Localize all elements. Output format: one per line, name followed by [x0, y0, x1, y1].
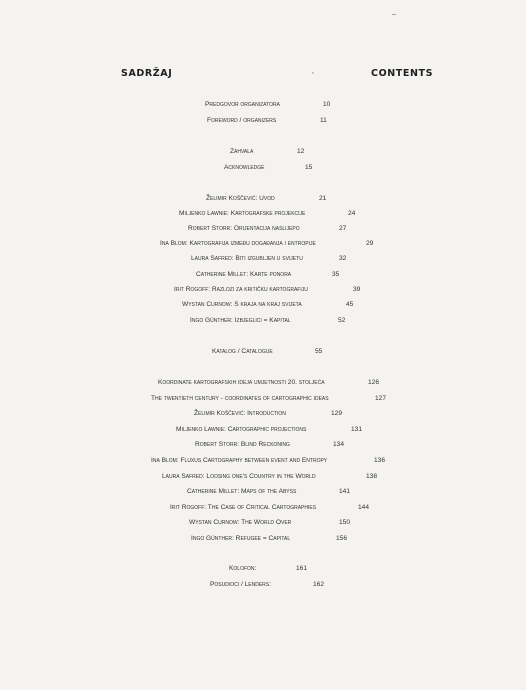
toc-entry-page: 52 — [338, 317, 346, 324]
toc-entry-title: Acknowledge — [224, 164, 265, 171]
toc-entry-page: 127 — [375, 395, 387, 402]
toc-entry-title: Wystan Curnow: S kraja na kraj svijeta — [182, 301, 302, 308]
toc-entry-title: Posudioci / Lenders: — [210, 581, 271, 588]
toc-entry-title: Ingo Günther: Izbjeglici = Kapital — [190, 317, 291, 324]
toc-entry-title: Koordinate kartografskih ideja umjetnosti 20. stoljeća — [158, 379, 325, 386]
toc-entry-title: Catherine Millet: Karte ponora — [196, 271, 292, 278]
toc-entry-title: Želimir Koščević: Uvod — [206, 195, 275, 202]
toc-entry-page: 11 — [320, 117, 327, 124]
toc-entry-title: Wystan Curnow: The World Over — [189, 519, 292, 526]
toc-entry-page: 27 — [339, 225, 347, 232]
toc-entry-page: 156 — [336, 535, 348, 542]
corner-mark: – — [392, 11, 396, 18]
toc-entry-title: Ina Blom: Kartografija između događanja i entropije — [160, 240, 316, 247]
toc-entry-page: 136 — [374, 457, 386, 464]
toc-entry-page: 161 — [296, 565, 308, 572]
toc-entry-page: 21 — [319, 195, 327, 202]
toc-entry-page: 10 — [323, 101, 331, 108]
heading-contents: CONTENTS — [371, 68, 434, 79]
toc-entry-page: 35 — [332, 271, 340, 278]
toc-entry-title: Miljenko Lawnie: Kartografske projekcije — [179, 210, 306, 217]
toc-entry-page: 55 — [315, 348, 323, 355]
toc-entry-page: 131 — [351, 426, 363, 433]
toc-entry-page: 141 — [339, 488, 351, 495]
toc-entry-title: Irit Rogoff: The Case of Critical Cartographies — [170, 504, 317, 511]
toc-entry-page: 129 — [331, 410, 343, 417]
toc-entry-page: 12 — [297, 148, 305, 155]
toc-entry-page: 126 — [368, 379, 380, 386]
toc-entry-title: Zahvala — [230, 148, 254, 155]
toc-entry-title: The twentieth century - coordinates of cartographic ideas — [151, 395, 329, 402]
toc-entry-title: Catherine Millet: Maps of the Abyss — [187, 488, 297, 495]
heading-sadrzaj: SADRŽAJ — [121, 68, 173, 79]
toc-entry-page: 150 — [339, 519, 351, 526]
toc-entry-title: Robert Storr: Blind Reckoning — [195, 441, 290, 448]
toc-entry-page: 144 — [358, 504, 370, 511]
toc-entry-title: Katalog / Catalogue — [212, 348, 273, 355]
toc-entry-title: Ina Blom: Fluxus Cartography between event and Entropy — [151, 457, 328, 464]
toc-entry-title: Kolofon: — [229, 565, 257, 572]
toc-entry-title: Želimir Koščević: Introduction — [194, 410, 286, 417]
toc-entry-title: Robert Storr: Orijentacija naslijepo — [188, 225, 300, 232]
toc-entry-title: Laura Safred: Biti izgubljen u svijetu — [191, 255, 303, 262]
toc-entry-page: 138 — [366, 473, 378, 480]
toc-entry-page: 134 — [333, 441, 345, 448]
toc-entry-title: Ingo Günther: Refugee = Capital — [191, 535, 291, 542]
toc-entry-page: 15 — [305, 164, 313, 171]
toc-entry-title: Laura Safred: Loosing one's Country in the World — [162, 473, 316, 480]
toc-entry-title: Predgovor organizatora — [205, 101, 280, 108]
toc-entry-page: 24 — [348, 210, 356, 217]
toc-entry-title: Foreword / organizers — [207, 117, 277, 124]
toc-entry-page: 32 — [339, 255, 347, 262]
toc-entry-page: 45 — [346, 301, 354, 308]
toc-entry-title: Miljenko Lawnie: Cartographic projections — [176, 426, 307, 433]
toc-entry-page: 29 — [366, 240, 374, 247]
toc-entry-title: Irit Rogoff: Razlozi za kritičku kartografiju — [174, 286, 308, 293]
toc-entry-page: 39 — [353, 286, 361, 293]
toc-entry-page: 162 — [313, 581, 325, 588]
